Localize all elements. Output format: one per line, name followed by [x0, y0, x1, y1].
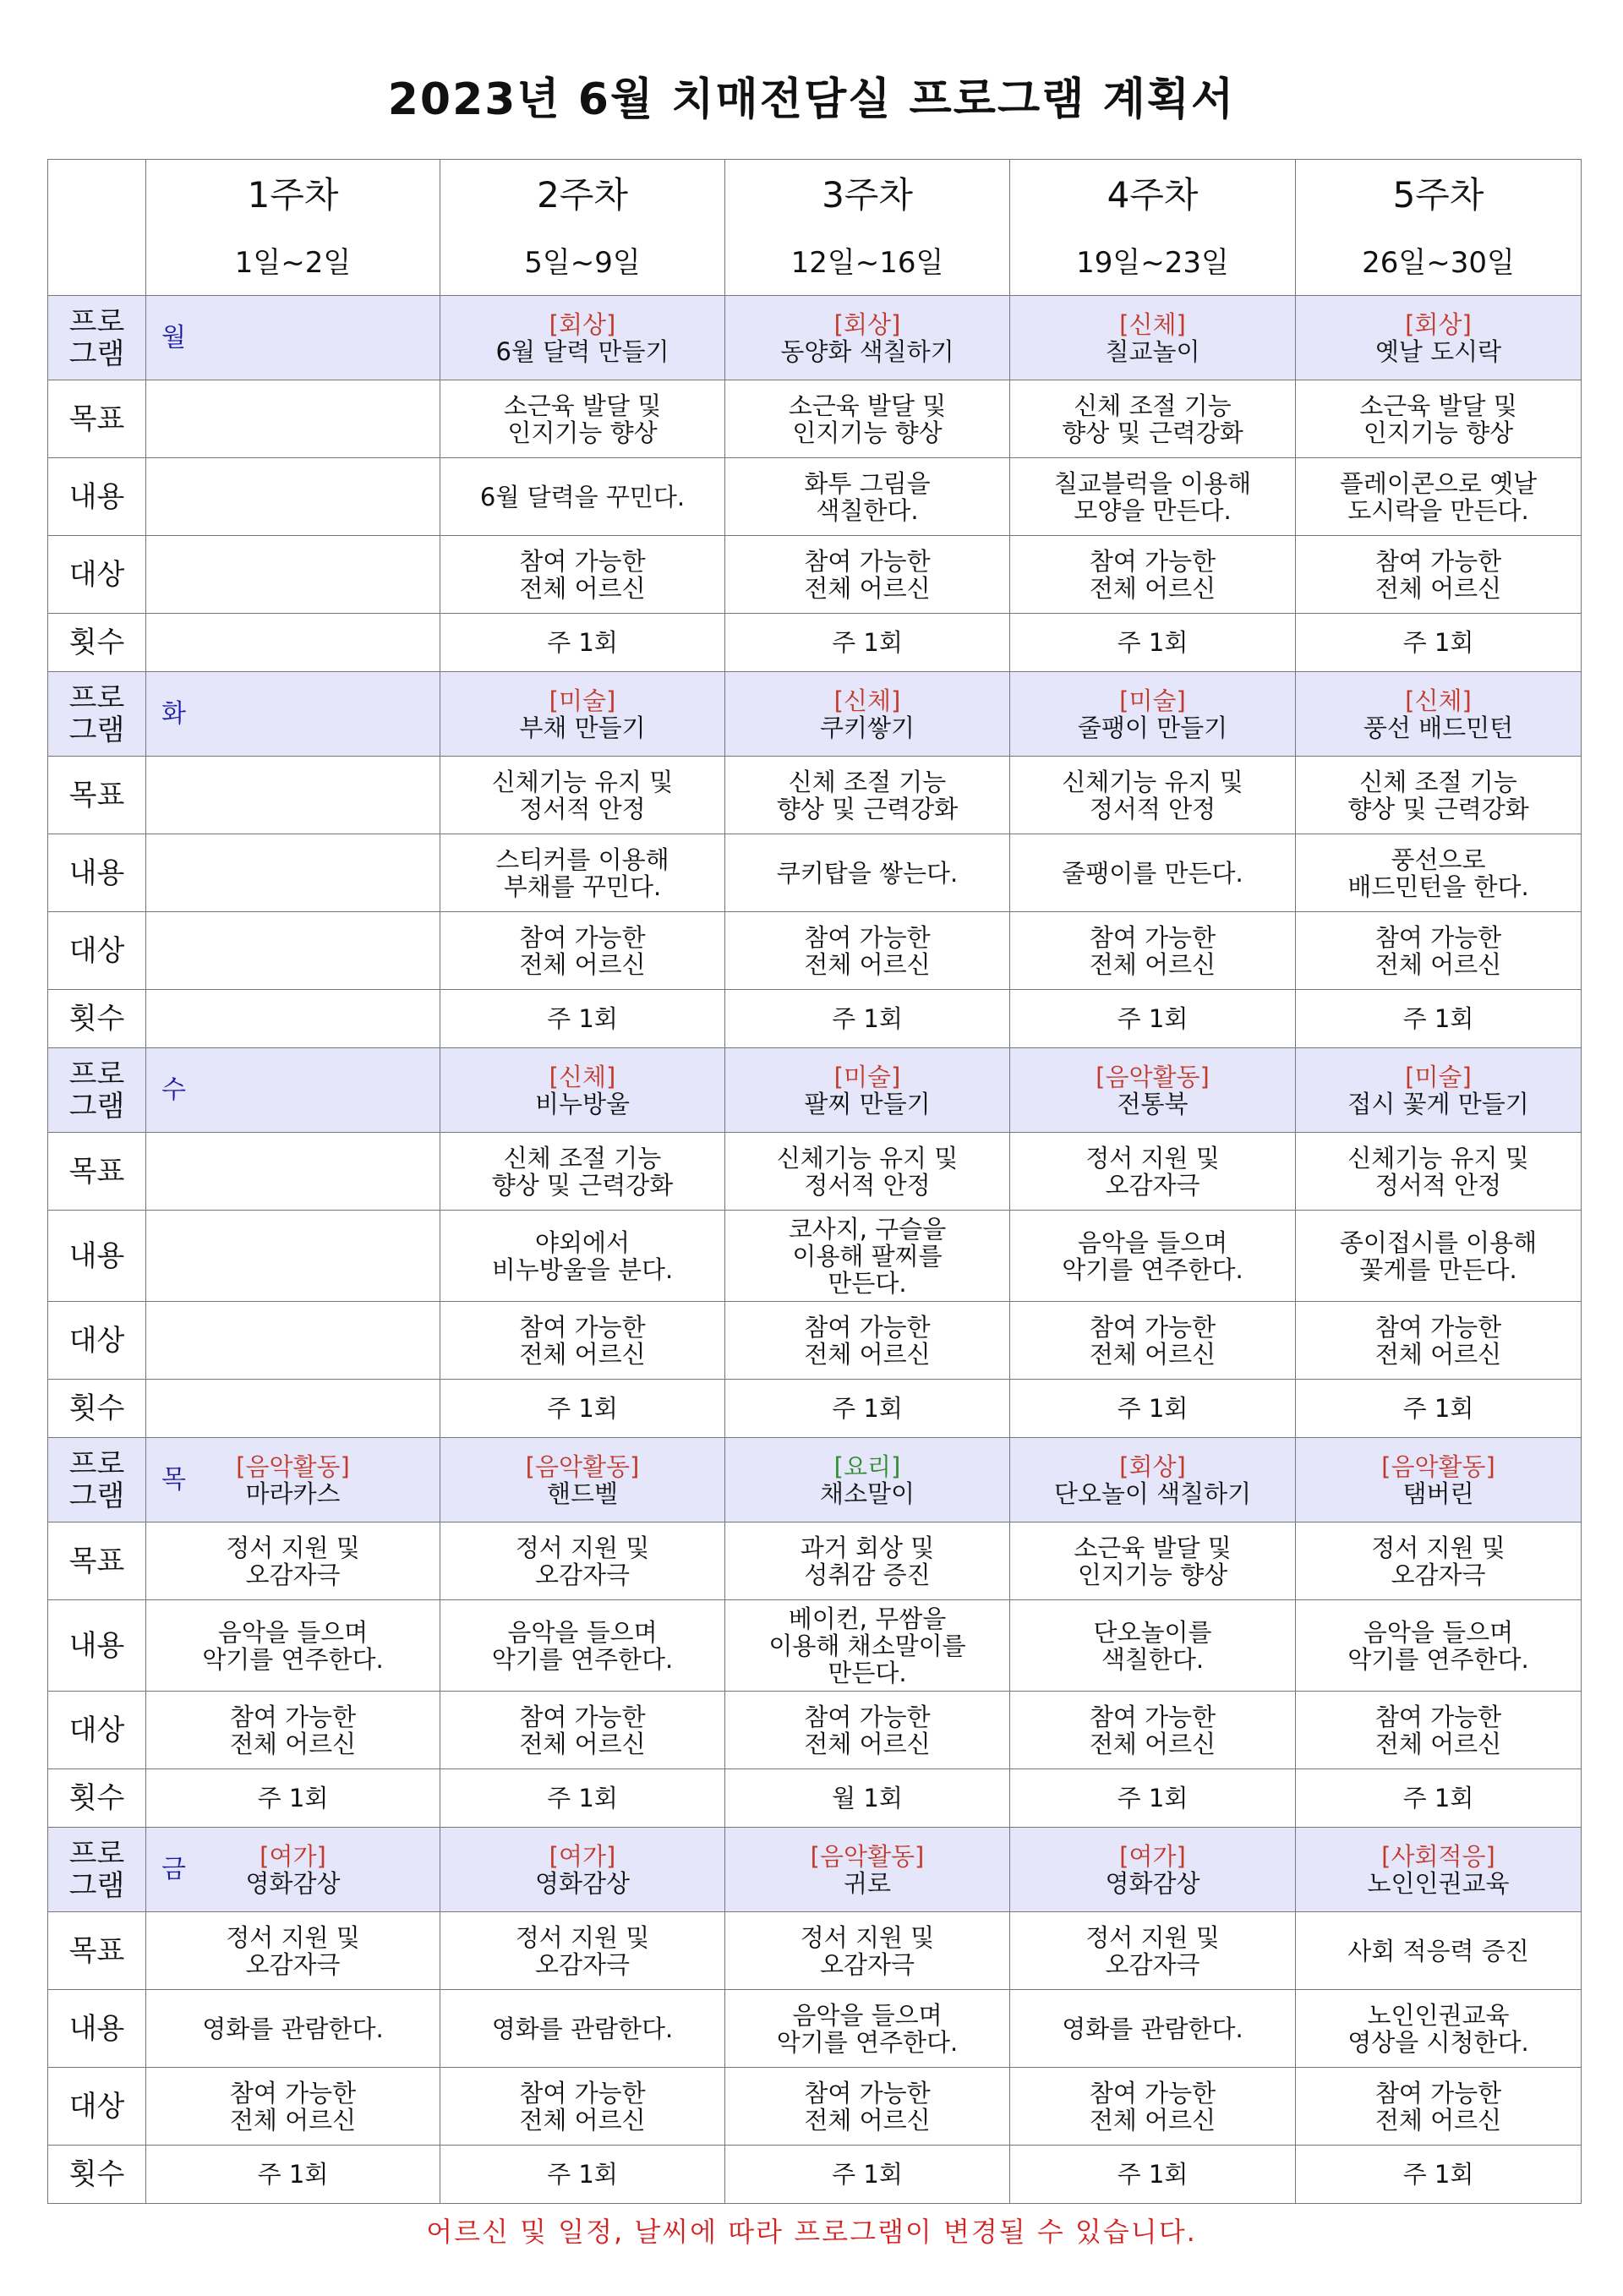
program-row	[48, 1828, 1582, 1912]
category-label: [회상]	[833, 309, 901, 339]
row-label: 프로 그램	[48, 1048, 146, 1133]
program-cell	[725, 296, 1010, 380]
program-name: 칠교놀이	[1105, 336, 1200, 366]
row-label: 내용	[48, 1211, 146, 1302]
category-label: [여가]	[260, 1841, 326, 1871]
category-label: [미술]	[1405, 1062, 1472, 1091]
week-header: 4주차 19일~23일	[1010, 160, 1296, 296]
count-cell: 주 1회	[440, 614, 725, 672]
target-cell: 참여 가능한 전체 어르신	[1010, 536, 1296, 614]
goal-cell: 신체기능 유지 및 정서적 안정	[440, 757, 725, 834]
content-row	[48, 1211, 1582, 1302]
target-cell: 참여 가능한 전체 어르신	[440, 536, 725, 614]
row-label: 프로 그램	[48, 1438, 146, 1522]
goal-cell	[146, 757, 440, 834]
program-cell	[440, 296, 725, 380]
weekday-label: 목	[161, 1464, 186, 1495]
content-cell: 줄팽이를 만든다.	[1010, 834, 1296, 912]
target-cell: 참여 가능한 전체 어르신	[725, 912, 1010, 990]
page-title: 2023년 6월 치매전담실 프로그램 계획서	[387, 74, 1236, 125]
goal-cell	[146, 1133, 440, 1211]
target-cell: 참여 가능한 전체 어르신	[1296, 1302, 1582, 1380]
content-cell: 영화를 관람한다.	[440, 1990, 725, 2068]
program-cell	[146, 296, 440, 380]
target-row	[48, 536, 1582, 614]
program-name: 전통북	[1117, 1089, 1189, 1118]
content-cell: 영화를 관람한다.	[1010, 1990, 1296, 2068]
program-cell	[146, 1438, 440, 1522]
program-cell	[1010, 1048, 1296, 1133]
goal-cell: 신체 조절 기능 향상 및 근력강화	[1010, 380, 1296, 458]
weekday-label: 수	[161, 1074, 186, 1105]
target-cell: 참여 가능한 전체 어르신	[725, 536, 1010, 614]
program-cell	[440, 1438, 725, 1522]
content-row	[48, 834, 1582, 912]
goal-row	[48, 1133, 1582, 1211]
category-label: [음악활동]	[810, 1841, 925, 1871]
category-label: [회상]	[1119, 1451, 1186, 1481]
count-cell	[146, 990, 440, 1048]
content-cell: 6월 달력을 꾸민다.	[440, 458, 725, 536]
program-row	[48, 1438, 1582, 1522]
weekday-label: 월	[161, 322, 186, 353]
goal-cell: 정서 지원 및 오감자극	[146, 1912, 440, 1990]
goal-cell: 정서 지원 및 오감자극	[440, 1912, 725, 1990]
program-name: 팔찌 만들기	[804, 1089, 931, 1118]
row-label: 횟수	[48, 2146, 146, 2204]
content-cell	[146, 1211, 440, 1302]
row-label: 내용	[48, 1600, 146, 1692]
row-label: 횟수	[48, 1769, 146, 1828]
content-cell: 야외에서 비누방울을 분다.	[440, 1211, 725, 1302]
content-cell: 노인인권교육 영상을 시청한다.	[1296, 1990, 1582, 2068]
program-cell	[1296, 672, 1582, 757]
goal-cell: 신체 조절 기능 향상 및 근력강화	[1296, 757, 1582, 834]
category-label: [사회적응]	[1381, 1841, 1495, 1871]
count-cell: 주 1회	[1296, 990, 1582, 1048]
count-cell: 주 1회	[440, 1769, 725, 1828]
row-label: 목표	[48, 1133, 146, 1211]
category-label: [회상]	[1405, 309, 1472, 339]
row-label: 대상	[48, 2068, 146, 2146]
program-cell	[725, 1048, 1010, 1133]
weekday-label: 화	[161, 698, 186, 729]
goal-cell: 정서 지원 및 오감자극	[725, 1912, 1010, 1990]
count-cell: 주 1회	[1296, 614, 1582, 672]
content-row	[48, 1600, 1582, 1692]
program-cell	[1010, 296, 1296, 380]
goal-row	[48, 1912, 1582, 1990]
program-name: 접시 꽃게 만들기	[1347, 1089, 1529, 1118]
program-cell	[725, 1828, 1010, 1912]
row-label: 목표	[48, 380, 146, 458]
program-name: 6월 달력 만들기	[495, 336, 669, 366]
content-cell: 영화를 관람한다.	[146, 1990, 440, 2068]
row-label: 대상	[48, 1302, 146, 1380]
count-cell	[146, 614, 440, 672]
content-cell: 코사지, 구슬을 이용해 팔찌를 만든다.	[725, 1211, 1010, 1302]
week-header: 3주차 12일~16일	[725, 160, 1010, 296]
program-name: 비누방울	[534, 1089, 631, 1118]
target-row	[48, 912, 1582, 990]
category-label: [미술]	[549, 686, 616, 715]
goal-cell: 신체 조절 기능 향상 및 근력강화	[440, 1133, 725, 1211]
program-name: 핸드벨	[546, 1479, 619, 1508]
target-row	[48, 1692, 1582, 1769]
count-row	[48, 614, 1582, 672]
goal-cell: 소근육 발달 및 인지기능 향상	[1296, 380, 1582, 458]
target-cell: 참여 가능한 전체 어르신	[725, 1302, 1010, 1380]
target-cell: 참여 가능한 전체 어르신	[440, 912, 725, 990]
program-name: 영화감상	[534, 1868, 631, 1898]
target-cell	[146, 1302, 440, 1380]
row-label: 횟수	[48, 1380, 146, 1438]
count-row	[48, 1769, 1582, 1828]
program-row	[48, 1048, 1582, 1133]
category-label: [여가]	[1119, 1841, 1186, 1871]
footer-note: 어르신 및 일정, 날씨에 따라 프로그램이 변경될 수 있습니다.	[426, 2216, 1197, 2248]
weekday-label: 금	[161, 1854, 186, 1884]
week-header: 2주차 5일~9일	[440, 160, 725, 296]
goal-cell: 정서 지원 및 오감자극	[146, 1522, 440, 1600]
target-cell: 참여 가능한 전체 어르신	[1296, 1692, 1582, 1769]
content-cell: 스티커를 이용해 부채를 꾸민다.	[440, 834, 725, 912]
content-cell: 음악을 들으며 악기를 연주한다.	[1296, 1600, 1582, 1692]
row-label: 목표	[48, 1522, 146, 1600]
count-cell: 주 1회	[725, 990, 1010, 1048]
program-plan-table	[47, 159, 1582, 2204]
program-row	[48, 296, 1582, 380]
row-label: 목표	[48, 1912, 146, 1990]
count-cell: 주 1회	[725, 614, 1010, 672]
target-cell: 참여 가능한 전체 어르신	[725, 2068, 1010, 2146]
count-cell	[146, 1380, 440, 1438]
program-cell	[725, 1438, 1010, 1522]
content-cell: 단오놀이를 색칠한다.	[1010, 1600, 1296, 1692]
program-cell	[1296, 1438, 1582, 1522]
row-label: 내용	[48, 834, 146, 912]
week-header-row	[48, 160, 1582, 296]
category-label: [신체]	[1119, 309, 1186, 339]
goal-cell	[146, 380, 440, 458]
count-row	[48, 990, 1582, 1048]
target-cell: 참여 가능한 전체 어르신	[440, 1692, 725, 1769]
target-cell: 참여 가능한 전체 어르신	[1010, 1692, 1296, 1769]
program-cell	[440, 672, 725, 757]
program-cell	[1010, 672, 1296, 757]
target-cell: 참여 가능한 전체 어르신	[146, 1692, 440, 1769]
content-cell: 베이컨, 무쌈을 이용해 채소말이를 만든다.	[725, 1600, 1010, 1692]
target-cell	[146, 912, 440, 990]
goal-cell: 과거 회상 및 성취감 증진	[725, 1522, 1010, 1600]
target-cell: 참여 가능한 전체 어르신	[725, 1692, 1010, 1769]
goal-cell: 정서 지원 및 오감자극	[1010, 1912, 1296, 1990]
count-cell: 주 1회	[1296, 2146, 1582, 2204]
target-cell: 참여 가능한 전체 어르신	[1010, 1302, 1296, 1380]
target-cell	[146, 536, 440, 614]
content-row	[48, 458, 1582, 536]
category-label: [여가]	[549, 1841, 616, 1871]
program-cell	[146, 672, 440, 757]
program-cell	[1010, 1828, 1296, 1912]
goal-cell: 신체기능 유지 및 정서적 안정	[1010, 757, 1296, 834]
goal-cell: 소근육 발달 및 인지기능 향상	[1010, 1522, 1296, 1600]
count-cell: 주 1회	[1010, 990, 1296, 1048]
program-name: 부채 만들기	[519, 713, 646, 742]
category-label: [신체]	[833, 686, 901, 715]
count-row	[48, 1380, 1582, 1438]
goal-cell: 소근육 발달 및 인지기능 향상	[725, 380, 1010, 458]
program-cell	[146, 1828, 440, 1912]
content-cell: 칠교블럭을 이용해 모양을 만든다.	[1010, 458, 1296, 536]
program-name: 단오놀이 색칠하기	[1053, 1479, 1252, 1508]
content-cell: 풍선으로 배드민턴을 한다.	[1296, 834, 1582, 912]
content-cell: 종이접시를 이용해 꽃게를 만든다.	[1296, 1211, 1582, 1302]
row-label: 목표	[48, 757, 146, 834]
corner-cell	[48, 160, 146, 296]
target-cell: 참여 가능한 전체 어르신	[1010, 912, 1296, 990]
target-cell: 참여 가능한 전체 어르신	[146, 2068, 440, 2146]
program-name: 채소말이	[819, 1479, 915, 1508]
program-name: 마라카스	[245, 1479, 341, 1508]
program-name: 탬버린	[1402, 1479, 1474, 1508]
count-row	[48, 2146, 1582, 2204]
content-cell	[146, 458, 440, 536]
row-label: 횟수	[48, 614, 146, 672]
count-cell: 주 1회	[440, 1380, 725, 1438]
row-label: 프로 그램	[48, 672, 146, 757]
goal-cell: 신체기능 유지 및 정서적 안정	[725, 1133, 1010, 1211]
program-cell	[1296, 1048, 1582, 1133]
count-cell: 월 1회	[725, 1769, 1010, 1828]
program-name: 영화감상	[245, 1868, 341, 1898]
category-label: [음악활동]	[1096, 1062, 1210, 1091]
row-label: 대상	[48, 912, 146, 990]
content-cell	[146, 834, 440, 912]
program-cell	[1296, 296, 1582, 380]
target-row	[48, 1302, 1582, 1380]
category-label: [미술]	[833, 1062, 901, 1091]
count-cell: 주 1회	[440, 2146, 725, 2204]
count-cell: 주 1회	[440, 990, 725, 1048]
program-name: 영화감상	[1105, 1868, 1200, 1898]
content-cell: 쿠키탑을 쌓는다.	[725, 834, 1010, 912]
program-name: 동양화 색칠하기	[780, 336, 954, 366]
category-label: [음악활동]	[1381, 1451, 1495, 1481]
program-name: 줄팽이 만들기	[1077, 713, 1228, 742]
goal-cell: 정서 지원 및 오감자극	[1296, 1522, 1582, 1600]
content-cell: 플레이콘으로 옛날 도시락을 만든다.	[1296, 458, 1582, 536]
category-label: [미술]	[1119, 686, 1186, 715]
program-name: 풍선 배드민턴	[1363, 713, 1514, 742]
count-cell: 주 1회	[725, 2146, 1010, 2204]
content-cell: 음악을 들으며 악기를 연주한다.	[725, 1990, 1010, 2068]
category-label: [음악활동]	[525, 1451, 640, 1481]
goal-cell: 정서 지원 및 오감자극	[1010, 1133, 1296, 1211]
category-label: [요리]	[833, 1451, 901, 1481]
count-cell: 주 1회	[1010, 1380, 1296, 1438]
goal-row	[48, 1522, 1582, 1600]
content-cell: 음악을 들으며 악기를 연주한다.	[440, 1600, 725, 1692]
count-cell: 주 1회	[1296, 1380, 1582, 1438]
target-cell: 참여 가능한 전체 어르신	[440, 1302, 725, 1380]
row-label: 대상	[48, 1692, 146, 1769]
goal-cell: 사회 적응력 증진	[1296, 1912, 1582, 1990]
program-row	[48, 672, 1582, 757]
program-name: 옛날 도시락	[1374, 336, 1502, 366]
program-cell	[440, 1048, 725, 1133]
program-cell	[725, 672, 1010, 757]
count-cell: 주 1회	[1010, 2146, 1296, 2204]
target-cell: 참여 가능한 전체 어르신	[1296, 536, 1582, 614]
count-cell: 주 1회	[146, 1769, 440, 1828]
target-cell: 참여 가능한 전체 어르신	[1010, 2068, 1296, 2146]
goal-row	[48, 380, 1582, 458]
row-label: 내용	[48, 458, 146, 536]
program-name: 쿠키쌓기	[819, 713, 915, 742]
goal-cell: 정서 지원 및 오감자극	[440, 1522, 725, 1600]
count-cell: 주 1회	[1010, 1769, 1296, 1828]
program-cell	[440, 1828, 725, 1912]
count-cell: 주 1회	[1296, 1769, 1582, 1828]
week-header: 1주차 1일~2일	[146, 160, 440, 296]
count-cell: 주 1회	[725, 1380, 1010, 1438]
goal-cell: 신체 조절 기능 향상 및 근력강화	[725, 757, 1010, 834]
target-cell: 참여 가능한 전체 어르신	[1296, 2068, 1582, 2146]
program-cell	[1010, 1438, 1296, 1522]
program-cell	[146, 1048, 440, 1133]
category-label: [신체]	[1405, 686, 1472, 715]
count-cell: 주 1회	[146, 2146, 440, 2204]
target-cell: 참여 가능한 전체 어르신	[1296, 912, 1582, 990]
program-cell	[1296, 1828, 1582, 1912]
count-cell: 주 1회	[1010, 614, 1296, 672]
goal-row	[48, 757, 1582, 834]
week-header: 5주차 26일~30일	[1296, 160, 1582, 296]
content-cell: 음악을 들으며 악기를 연주한다.	[146, 1600, 440, 1692]
content-cell: 음악을 들으며 악기를 연주한다.	[1010, 1211, 1296, 1302]
category-label: [음악활동]	[236, 1451, 350, 1481]
target-cell: 참여 가능한 전체 어르신	[440, 2068, 725, 2146]
row-label: 프로 그램	[48, 1828, 146, 1912]
row-label: 프로 그램	[48, 296, 146, 380]
target-row	[48, 2068, 1582, 2146]
goal-cell: 소근육 발달 및 인지기능 향상	[440, 380, 725, 458]
row-label: 대상	[48, 536, 146, 614]
program-name: 귀로	[843, 1868, 892, 1898]
content-cell: 화투 그림을 색칠한다.	[725, 458, 1010, 536]
goal-cell: 신체기능 유지 및 정서적 안정	[1296, 1133, 1582, 1211]
row-label: 횟수	[48, 990, 146, 1048]
program-name: 노인인권교육	[1367, 1868, 1510, 1898]
category-label: [회상]	[549, 309, 616, 339]
category-label: [신체]	[549, 1062, 616, 1091]
row-label: 내용	[48, 1990, 146, 2068]
content-row	[48, 1990, 1582, 2068]
